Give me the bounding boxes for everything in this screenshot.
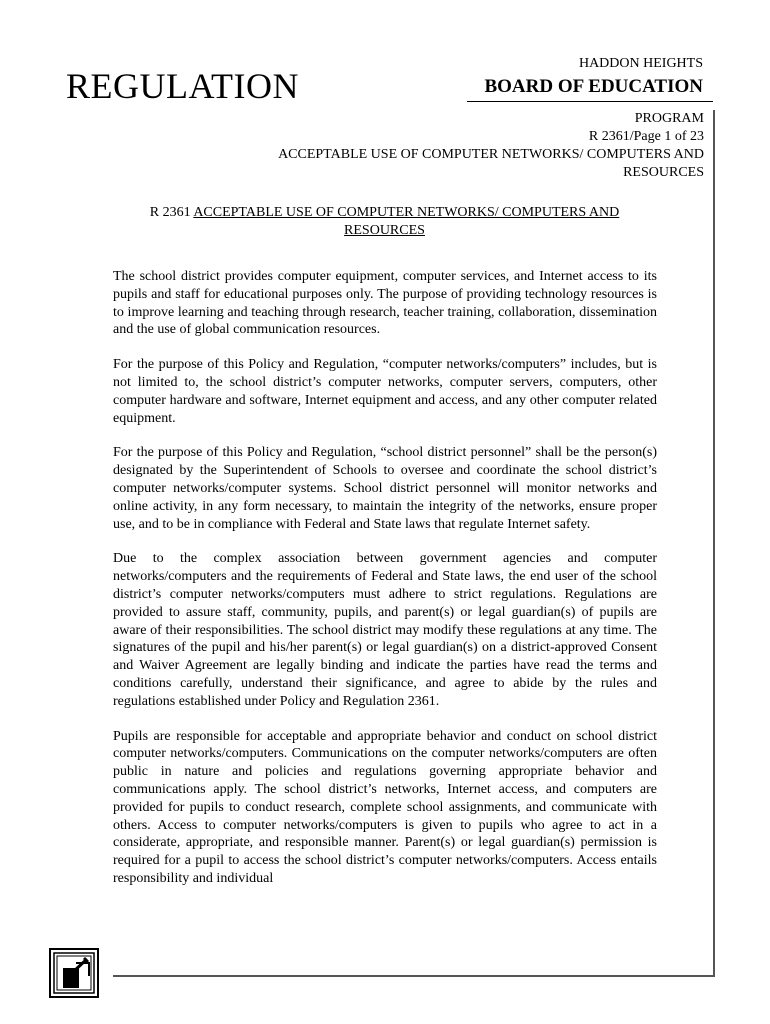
regulation-heading bbox=[112, 204, 657, 240]
page-reference: R 2361/Page 1 of 23 bbox=[588, 129, 704, 144]
heading-title-line-1: ACCEPTABLE USE OF COMPUTER NETWORKS/ COMPUTERS AND bbox=[193, 205, 620, 220]
header-divider bbox=[467, 101, 713, 102]
heading-code: R 2361 bbox=[149, 205, 191, 220]
district-name: HADDON HEIGHTS bbox=[578, 56, 703, 71]
body-text bbox=[113, 268, 657, 905]
meta-title-line-1: ACCEPTABLE USE OF COMPUTER NETWORKS/ COMPUTERS AND bbox=[278, 147, 704, 162]
document-publisher-logo-icon bbox=[49, 948, 99, 998]
section-label: PROGRAM bbox=[634, 111, 704, 126]
paragraph: For the purpose of this Policy and Regulation, “computer networks/computers” includes, but is not limited to, the school district’s computer networks, computer servers, computers, other computer hardware and software, Internet equipment and access, and any other computer related equipment. bbox=[113, 357, 657, 426]
paragraph: The school district provides computer equipment, computer services, and Internet access to its pupils and staff for educational purposes only. The purpose of providing technology resources is to improve learning and teaching through research, teacher training, collaboration, dissemination and the use of global communication resources. bbox=[113, 269, 657, 338]
page-border-right bbox=[713, 110, 715, 976]
heading-line-2 bbox=[112, 222, 657, 240]
board-name: BOARD OF EDUCATION bbox=[484, 76, 703, 97]
document-meta bbox=[184, 110, 704, 182]
paragraph: Due to the complex association between government agencies and computer networks/computers and the requirements of Federal and State laws, the end user of the school district’s computer networks/computers must adhere to strict regulations. Regulations are provided to assure staff, community, pupils, and parent(s) or legal guardian(s) of pupils are aware of their responsibilities. The school district may modify these regulations at any time. The signatures of the pupil and his/her parent(s) or legal guardian(s) on a district-approved Consent and Waiver Agreement are legally binding and indicate the parties have read the terms and conditions carefully, understand their significance, and agree to abide by the rules and regulations established under Policy and Regulation 2361. bbox=[113, 551, 657, 709]
paragraph: Pupils are responsible for acceptable and appropriate behavior and conduct on school district computer networks/computers. Communications on the computer networks/computers are often public in nature and policies and regulations governing appropriate behavior and communications apply. The school district’s networks, Internet access, and computers are provided for pupils to conduct research, complete school assignments, and communicate with others. Access to computer networks/computers is given to pupils who agree to act in a considerate, appropriate, and responsible manner. Parent(s) or legal guardian(s) permission is required for a pupil to access the school district’s computer networks/computers. Access entails responsibility and individual bbox=[113, 728, 657, 886]
page-border-bottom bbox=[113, 975, 715, 977]
paragraph: For the purpose of this Policy and Regulation, “school district personnel” shall be the person(s) designated by the Superintendent of Schools to oversee and coordinate the school district’s computer networks/computer systems. School district personnel will monitor networks and online activity, in any form necessary, to maintain the integrity of the networks, ensure proper use, and to be in compliance with Federal and State laws that regulate Internet safety. bbox=[113, 445, 657, 532]
document-type-title: REGULATION bbox=[66, 66, 299, 106]
heading-title-line-2: RESOURCES bbox=[344, 223, 425, 238]
heading-line-1 bbox=[112, 204, 657, 222]
meta-title-line-2: RESOURCES bbox=[623, 165, 704, 180]
